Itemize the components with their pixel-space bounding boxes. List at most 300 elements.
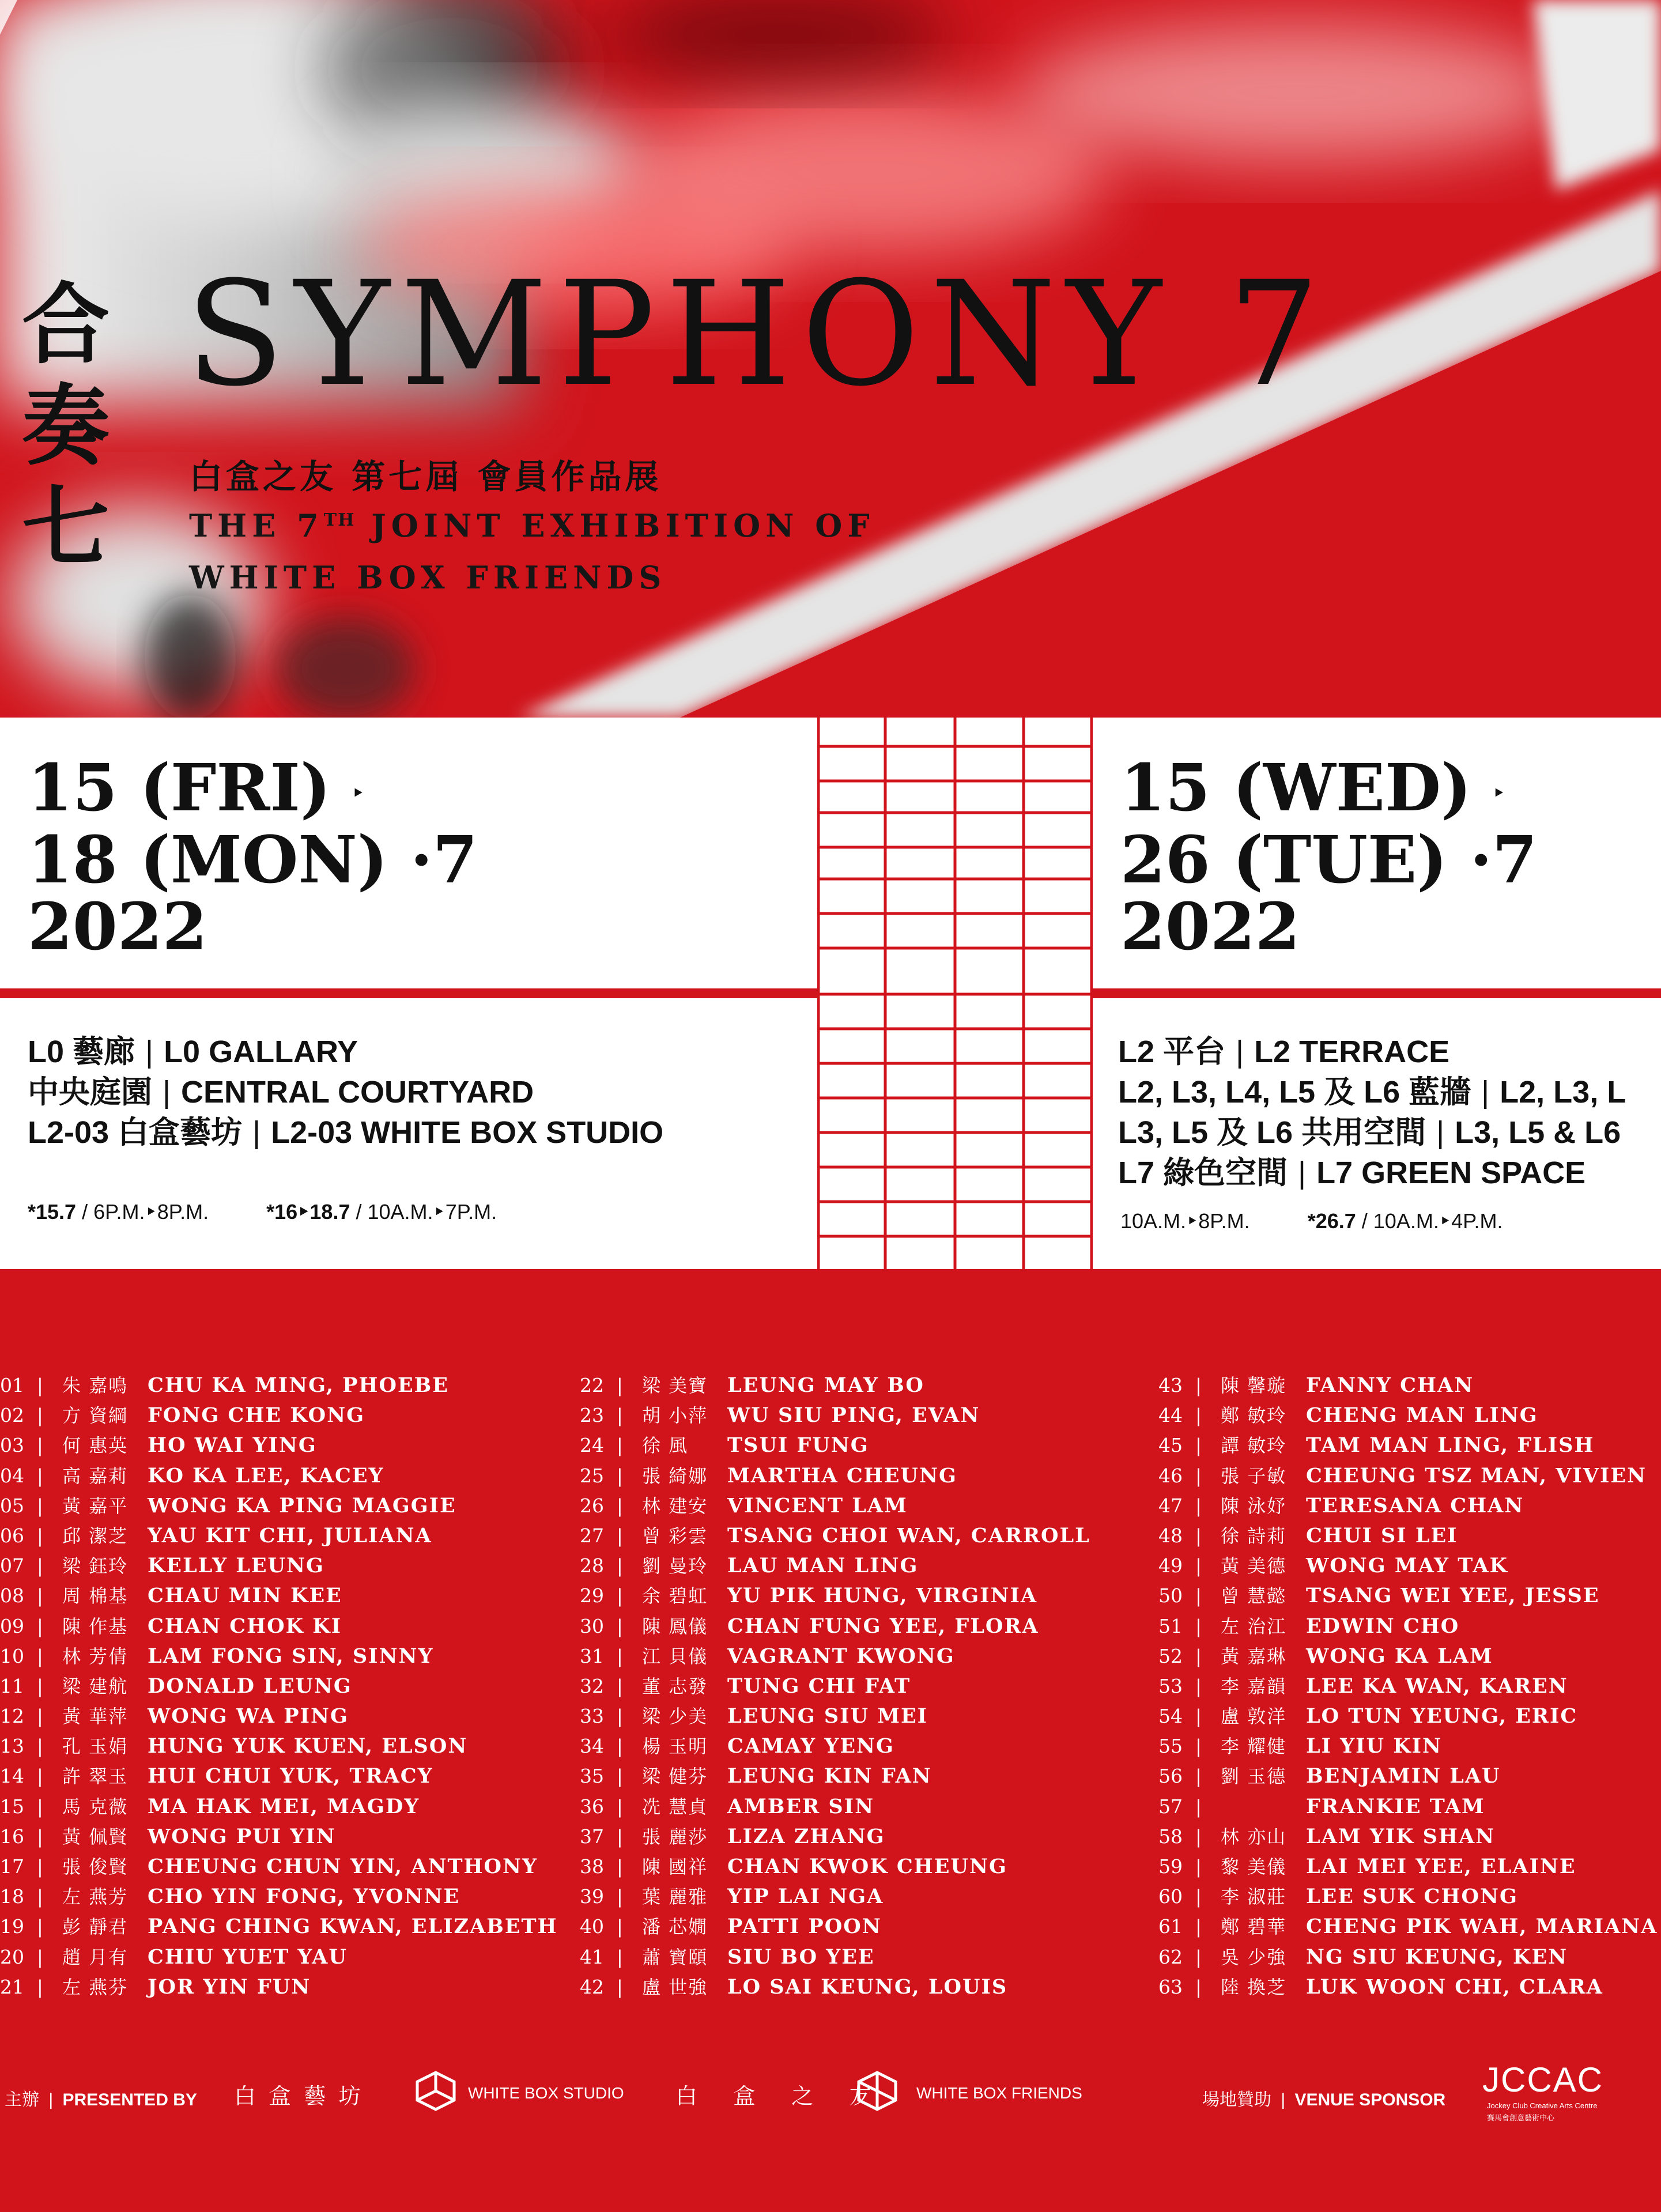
participant-number: 44 [1158, 1404, 1183, 1427]
participant-number: 49 [1158, 1554, 1183, 1577]
participant-number: 40 [580, 1915, 604, 1938]
participant-number: 39 [580, 1885, 604, 1908]
participant-row [0, 1912, 558, 1942]
participant-name-en: HUI CHUI YUK, TRACY [148, 1764, 433, 1788]
venue-en: L7 GREEN SPACE [1316, 1156, 1586, 1190]
participant-name-en: TSUI FUNG [727, 1433, 869, 1458]
participant-name-en: LIZA ZHANG [727, 1824, 885, 1848]
participant-separator: | [617, 1494, 623, 1517]
participant-name-cn: 陳 國祥 [642, 1856, 708, 1878]
participant-name-en: CHAU MIN KEE [148, 1584, 342, 1608]
participant-separator: | [1195, 1705, 1202, 1728]
venue-sponsor-cn: 場地贊助 [1202, 2090, 1271, 2109]
participant-name-cn: 彭 靜君 [62, 1916, 129, 1938]
participant-name-cn: 林 亦山 [1221, 1825, 1287, 1848]
arrow-icon: ‣ [1492, 780, 1506, 807]
participant-number: 52 [1158, 1644, 1183, 1667]
participant-name-cn: 黃 嘉平 [62, 1494, 129, 1517]
participant-name-en: MA HAK MEI, MAGDY [148, 1794, 420, 1818]
org2-cn: 白 盒 之 友 [675, 2085, 886, 2109]
participant-name-cn: 盧 世強 [642, 1976, 708, 1998]
participant-row [1158, 1581, 1658, 1611]
participant-separator: | [1195, 1435, 1202, 1457]
participant-number: 45 [1158, 1434, 1183, 1457]
venue-row [28, 1072, 663, 1112]
hours-date: *26.7 [1307, 1209, 1356, 1233]
participant-row [1158, 1792, 1658, 1822]
participant-number: 22 [580, 1374, 604, 1396]
participant-separator: | [617, 1375, 623, 1396]
venue-cn: L7 綠色空間 [1118, 1156, 1288, 1190]
participant-name-cn: 何 惠英 [62, 1435, 129, 1457]
participant-row [580, 1671, 1090, 1701]
participant-row [580, 1731, 1090, 1761]
participant-name-cn: 鄭 敏玲 [1221, 1405, 1287, 1427]
participant-separator: | [617, 1795, 623, 1818]
participant-separator: | [1195, 1856, 1202, 1878]
participant-row [580, 1551, 1090, 1581]
subtitle-en-pre: THE 7 [189, 507, 324, 544]
participant-row [0, 1792, 558, 1822]
participant-separator: | [617, 1946, 623, 1968]
hours-time: 10A.M.‣8P.M. [1120, 1209, 1250, 1233]
participant-row [1158, 1882, 1658, 1912]
right-opening-hours [1120, 1209, 1503, 1233]
right-date-line1 [1120, 750, 1537, 827]
participant-name-cn: 董 志發 [642, 1675, 708, 1697]
participant-row [1158, 1912, 1658, 1942]
participant-separator: | [1195, 1916, 1202, 1938]
participant-name-en: CHO YIN FONG, YVONNE [148, 1885, 460, 1909]
participant-number: 29 [580, 1584, 604, 1607]
participant-name-en: LI YIU KIN [1306, 1734, 1443, 1758]
participant-column-2 [580, 1371, 1090, 2002]
participant-separator: | [617, 1675, 623, 1697]
participant-name-en: LAM YIK SHAN [1306, 1824, 1496, 1848]
participant-number: 48 [1158, 1524, 1183, 1547]
participant-number: 30 [580, 1614, 604, 1637]
presented-by-en: PRESENTED BY [62, 2090, 197, 2109]
participant-separator: | [37, 1645, 43, 1667]
participant-row [580, 1792, 1090, 1822]
org1-en: WHITE BOX STUDIO [468, 2084, 624, 2102]
participant-name-en: CHIU YUET YAU [148, 1945, 348, 1969]
participant-name-en: CHENG MAN LING [1306, 1403, 1538, 1428]
participant-name-en: CAMAY YENG [727, 1734, 894, 1758]
participant-name-cn: 梁 少美 [642, 1705, 708, 1728]
participant-row [0, 1671, 558, 1701]
hours-time: / 6P.M.‣8P.M. [76, 1200, 209, 1224]
participant-number: 19 [0, 1915, 24, 1938]
participant-separator: | [617, 1825, 623, 1848]
participant-row [1158, 1671, 1658, 1701]
participant-row [0, 1942, 558, 1972]
participant-name-cn: 陳 作基 [62, 1615, 129, 1637]
participant-name-en: CHENG PIK WAH, MARIANA [1306, 1915, 1658, 1939]
participant-row [1158, 1972, 1658, 2002]
participant-separator: | [617, 1856, 623, 1878]
participant-name-cn: 李 淑莊 [1221, 1886, 1287, 1908]
participant-name-en: SIU BO YEE [727, 1945, 875, 1969]
right-date-line1-text: 15 (WED) [1120, 750, 1472, 826]
participant-name-cn: 楊 玉明 [642, 1735, 708, 1758]
participant-row [0, 1641, 558, 1671]
white-box-friends-logo-icon [855, 2070, 899, 2112]
participant-row [1158, 1430, 1658, 1460]
participant-name-en: HO WAI YING [148, 1433, 317, 1458]
participant-number: 46 [1158, 1464, 1183, 1487]
participant-number: 02 [0, 1404, 24, 1427]
participant-name-en: TAM MAN LING, FLISH [1306, 1433, 1595, 1458]
participant-row [1158, 1641, 1658, 1671]
venue-cn: L2 平台 [1118, 1035, 1226, 1069]
participant-row [1158, 1701, 1658, 1731]
participant-name-cn: 林 建安 [642, 1494, 708, 1517]
participant-row [580, 1852, 1090, 1882]
participant-number: 60 [1158, 1885, 1183, 1908]
participant-name-en: TSANG CHOI WAN, CARROLL [727, 1523, 1090, 1547]
participant-separator: | [617, 1705, 623, 1728]
participant-name-en: CHU KA MING, PHOEBE [148, 1373, 449, 1397]
participant-name-en: AMBER SIN [727, 1794, 875, 1818]
participant-name-cn: 劉 玉德 [1221, 1765, 1287, 1788]
venue-cn: L2, L3, L4, L5 及 L6 藍牆 [1118, 1075, 1471, 1109]
participant-name-en: EDWIN CHO [1306, 1614, 1460, 1638]
participant-row [0, 1551, 558, 1581]
right-dates [1120, 750, 1538, 965]
participant-number: 12 [0, 1705, 24, 1728]
right-date-line3: 2022 [1120, 889, 1300, 965]
participant-separator: | [37, 1585, 43, 1607]
participant-number: 17 [0, 1855, 24, 1878]
participant-name-cn: 余 碧虹 [642, 1585, 708, 1607]
participant-row [0, 1371, 558, 1401]
participant-row [580, 1611, 1090, 1641]
participant-row [0, 1761, 558, 1791]
participant-name-cn: 劉 曼玲 [642, 1555, 708, 1577]
participant-row [1158, 1401, 1658, 1430]
subtitle-en-line1 [189, 507, 875, 544]
jccac-logo: JCCAC [1482, 2060, 1604, 2099]
left-date-line1 [28, 750, 478, 827]
participant-number: 08 [0, 1584, 24, 1607]
jccac-logo-subtitle-en: Jockey Club Creative Arts Centre [1487, 2101, 1598, 2110]
venue-en: L3, L5 & L6 [1455, 1115, 1621, 1150]
participant-row [0, 1430, 558, 1460]
participant-name-en: TERESANA CHAN [1306, 1493, 1524, 1518]
participant-number: 16 [0, 1825, 24, 1848]
participant-row [0, 1852, 558, 1882]
hours-date: *15.7 [28, 1200, 77, 1224]
participant-name-en: CHAN CHOK KI [148, 1614, 342, 1638]
participant-name-en: PATTI POON [727, 1915, 882, 1939]
participant-name-cn: 曾 彩雲 [642, 1524, 708, 1547]
venue-en: L2-03 WHITE BOX STUDIO [271, 1115, 664, 1150]
participant-row [580, 1882, 1090, 1912]
participant-name-en: YIP LAI NGA [727, 1885, 884, 1909]
participant-separator: | [1195, 1555, 1202, 1577]
participant-row [580, 1972, 1090, 2002]
participant-name-en: TSANG WEI YEE, JESSE [1306, 1584, 1600, 1608]
participant-number: 54 [1158, 1705, 1183, 1728]
participant-separator: | [1195, 1675, 1202, 1697]
presented-by-cn: 主辦 [5, 2090, 39, 2109]
participant-number: 28 [580, 1554, 604, 1577]
participant-name-en: LEUNG KIN FAN [727, 1764, 932, 1788]
participant-number: 01 [0, 1374, 24, 1396]
participant-row [0, 1972, 558, 2002]
vertical-cjk-title [22, 274, 114, 578]
participant-name-cn: 高 嘉莉 [62, 1464, 129, 1487]
participant-separator: | [617, 1435, 623, 1457]
hours-time: / 10A.M.‣4P.M. [1356, 1209, 1503, 1233]
participant-number: 51 [1158, 1614, 1183, 1637]
participant-name-en: LEUNG SIU MEI [727, 1704, 928, 1728]
participant-separator: | [1195, 1645, 1202, 1667]
participant-name-en: LAU MAN LING [727, 1554, 919, 1578]
participant-separator: | [1195, 1735, 1202, 1758]
venue-separator: | [1481, 1075, 1490, 1109]
participant-row [580, 1701, 1090, 1731]
participant-row [0, 1731, 558, 1761]
venue-separator: | [1436, 1115, 1445, 1150]
footer-separator: | [48, 2090, 54, 2109]
participant-column-3 [1158, 1371, 1658, 2002]
participant-name-cn: 譚 敏玲 [1221, 1435, 1287, 1457]
participant-separator: | [1195, 1494, 1202, 1517]
participant-separator: | [1195, 1886, 1202, 1908]
participant-name-en: JOR YIN FUN [148, 1975, 311, 1999]
participant-separator: | [617, 1886, 623, 1908]
participant-separator: | [37, 1615, 43, 1637]
participant-separator: | [37, 1916, 43, 1938]
left-venue-list [28, 1032, 663, 1153]
participant-row [580, 1430, 1090, 1460]
participant-number: 34 [580, 1735, 604, 1758]
cjk-title-char: 七 [22, 475, 110, 579]
participant-column-1 [0, 1371, 558, 2002]
participant-name-cn: 陳 泳妤 [1221, 1494, 1287, 1517]
participant-separator: | [617, 1585, 623, 1607]
participant-number: 33 [580, 1705, 604, 1728]
venue-row [1118, 1112, 1661, 1153]
participant-number: 58 [1158, 1825, 1183, 1848]
participant-separator: | [1195, 1976, 1202, 1998]
participant-row [580, 1491, 1090, 1521]
participant-name-cn: 吳 少強 [1221, 1946, 1287, 1968]
participant-name-cn: 林 芳倩 [62, 1645, 129, 1667]
participant-separator: | [37, 1405, 43, 1427]
participant-name-cn: 蕭 寶頤 [642, 1946, 708, 1968]
participant-name-cn: 冼 慧貞 [642, 1795, 708, 1818]
participant-name-cn: 曾 慧懿 [1221, 1585, 1287, 1607]
participant-name-cn: 陳 馨璇 [1221, 1375, 1287, 1396]
participant-row [1158, 1461, 1658, 1491]
participant-separator: | [1195, 1464, 1202, 1487]
participant-name-en: YAU KIT CHI, JULIANA [148, 1523, 432, 1547]
participant-number: 47 [1158, 1494, 1183, 1517]
participant-number: 53 [1158, 1674, 1183, 1697]
participant-name-en: VAGRANT KWONG [727, 1644, 955, 1668]
participant-separator: | [37, 1375, 43, 1396]
participant-separator: | [37, 1946, 43, 1968]
participant-separator: | [37, 1735, 43, 1758]
participant-name-en: LAM FONG SIN, SINNY [148, 1644, 434, 1668]
participant-separator: | [1195, 1405, 1202, 1427]
participant-row [1158, 1611, 1658, 1641]
participant-row [1158, 1731, 1658, 1761]
participant-number: 07 [0, 1554, 24, 1577]
participant-name-cn: 張 俊賢 [62, 1856, 129, 1878]
cjk-title-char: 奏 [22, 374, 110, 477]
participant-row [0, 1701, 558, 1731]
participant-name-en: MARTHA CHEUNG [727, 1463, 957, 1488]
participant-name-cn: 陸 換芝 [1221, 1976, 1287, 1998]
participant-name-cn: 許 翠玉 [62, 1765, 129, 1788]
venue-cn: L2-03 白盒藝坊 [28, 1115, 243, 1150]
participant-separator: | [617, 1524, 623, 1547]
participant-separator: | [37, 1435, 43, 1457]
participant-name-en: CHAN KWOK CHEUNG [727, 1855, 1007, 1878]
participant-name-cn: 李 耀健 [1221, 1735, 1287, 1758]
participant-name-cn: 黃 嘉琳 [1221, 1645, 1287, 1667]
participant-number: 18 [0, 1885, 24, 1908]
participant-name-cn: 梁 健芬 [642, 1765, 708, 1788]
participant-name-cn: 黎 美儀 [1221, 1856, 1287, 1878]
participant-separator: | [617, 1405, 623, 1427]
participant-number: 42 [580, 1975, 604, 1998]
participant-separator: | [617, 1645, 623, 1667]
participant-name-cn: 孔 玉娟 [62, 1735, 129, 1758]
participant-number: 35 [580, 1765, 604, 1788]
participant-number: 38 [580, 1855, 604, 1878]
participant-name-cn: 盧 敦洋 [1221, 1705, 1287, 1728]
participant-row [1158, 1852, 1658, 1882]
participant-name-cn: 方 資綱 [62, 1405, 129, 1427]
participant-separator: | [617, 1735, 623, 1758]
participant-number: 57 [1158, 1795, 1183, 1818]
participant-name-en: LEE SUK CHONG [1306, 1885, 1518, 1909]
participant-number: 31 [580, 1644, 604, 1667]
participant-row [1158, 1521, 1658, 1551]
participant-name-en: WONG MAY TAK [1306, 1554, 1508, 1578]
participant-separator: | [37, 1555, 43, 1577]
participant-number: 04 [0, 1464, 24, 1487]
participant-number: 26 [580, 1494, 604, 1517]
participant-name-cn: 陳 鳳儀 [642, 1615, 708, 1637]
participant-number: 43 [1158, 1374, 1183, 1396]
venue-en: CENTRAL COURTYARD [181, 1075, 534, 1109]
participant-number: 11 [0, 1674, 24, 1697]
participant-name-en: CHAN FUNG YEE, FLORA [727, 1614, 1039, 1638]
participant-separator: | [1195, 1765, 1202, 1788]
venue-cn: 中央庭園 [28, 1075, 152, 1109]
participant-name-en: LAI MEI YEE, ELAINE [1306, 1855, 1576, 1878]
participant-name-en: LO TUN YEUNG, ERIC [1306, 1704, 1578, 1728]
participant-row [580, 1461, 1090, 1491]
venue-en: L2, L3, L [1500, 1075, 1626, 1109]
subtitle-en-sup: TH [323, 510, 356, 530]
venue-row [1118, 1153, 1661, 1193]
participant-separator: | [617, 1555, 623, 1577]
presented-by-label [5, 2085, 197, 2111]
participant-name-en: WONG KA PING MAGGIE [148, 1493, 456, 1518]
participant-separator: | [37, 1795, 43, 1818]
venue-cn: L0 藝廊 [28, 1035, 135, 1069]
participant-name-cn: 江 貝儀 [642, 1645, 708, 1667]
participant-number: 13 [0, 1735, 24, 1758]
participant-name-cn: 周 棉基 [62, 1585, 129, 1607]
participant-name-en: HUNG YUK KUEN, ELSON [148, 1734, 468, 1758]
participant-separator: | [37, 1825, 43, 1848]
participant-separator: | [37, 1675, 43, 1697]
venue-row [28, 1112, 663, 1153]
venue-row [1118, 1032, 1661, 1072]
participant-name-cn: 梁 美寶 [642, 1375, 708, 1396]
participant-name-cn: 左 燕芬 [62, 1976, 129, 1998]
participant-name-en: NG SIU KEUNG, KEN [1306, 1945, 1568, 1969]
participant-number: 62 [1158, 1945, 1183, 1968]
participant-row [1158, 1942, 1658, 1972]
footer-separator: | [1281, 2090, 1286, 2109]
participant-name-en: BENJAMIN LAU [1306, 1764, 1501, 1788]
participant-number: 41 [580, 1945, 604, 1968]
participant-name-cn: 趙 月有 [62, 1946, 129, 1968]
left-dates [28, 750, 478, 965]
white-box-studio-logo-icon [414, 2070, 458, 2112]
left-date-line3: 2022 [28, 889, 207, 965]
participant-row [580, 1761, 1090, 1791]
participant-number: 15 [0, 1795, 24, 1818]
hours-time: / 10A.M.‣7P.M. [350, 1200, 497, 1224]
cjk-title-char: 合 [22, 273, 110, 376]
participant-number: 36 [580, 1795, 604, 1818]
participant-name-en: KO KA LEE, KACEY [148, 1463, 384, 1488]
participant-separator: | [37, 1886, 43, 1908]
participant-name-cn: 徐 詩莉 [1221, 1524, 1287, 1547]
participant-row [0, 1822, 558, 1852]
participant-row [0, 1882, 558, 1912]
venue-separator: | [145, 1035, 154, 1069]
participant-row [580, 1822, 1090, 1852]
participant-separator: | [37, 1856, 43, 1878]
participant-name-en: WONG WA PING [148, 1704, 349, 1728]
participant-separator: | [37, 1705, 43, 1728]
participant-separator: | [37, 1464, 43, 1487]
participant-number: 63 [1158, 1975, 1183, 1998]
subtitle-en-post: JOINT EXHIBITION OF [355, 507, 875, 544]
participant-number: 03 [0, 1434, 24, 1457]
participant-name-en: PANG CHING KWAN, ELIZABETH [148, 1915, 558, 1939]
participant-row [0, 1611, 558, 1641]
venue-cn: L3, L5 及 L6 共用空間 [1118, 1115, 1426, 1150]
venue-row [1118, 1072, 1661, 1112]
participant-name-cn: 黃 美德 [1221, 1555, 1287, 1577]
participant-row [580, 1401, 1090, 1430]
left-date-line2: 18 (MON) ·7 [28, 822, 478, 898]
participant-name-en: WONG KA LAM [1306, 1644, 1493, 1668]
venue-separator: | [252, 1115, 261, 1150]
participant-name-cn: 黃 佩賢 [62, 1825, 129, 1848]
participant-separator: | [37, 1494, 43, 1517]
participant-name-en: WU SIU PING, EVAN [727, 1403, 980, 1428]
participant-name-cn: 左 治江 [1221, 1615, 1287, 1637]
participant-name-cn: 胡 小萍 [642, 1405, 708, 1427]
participant-number: 10 [0, 1644, 24, 1667]
participant-name-cn: 朱 嘉鳴 [62, 1375, 129, 1396]
participant-row [580, 1942, 1090, 1972]
participant-name-cn: 徐 風 [642, 1435, 689, 1457]
